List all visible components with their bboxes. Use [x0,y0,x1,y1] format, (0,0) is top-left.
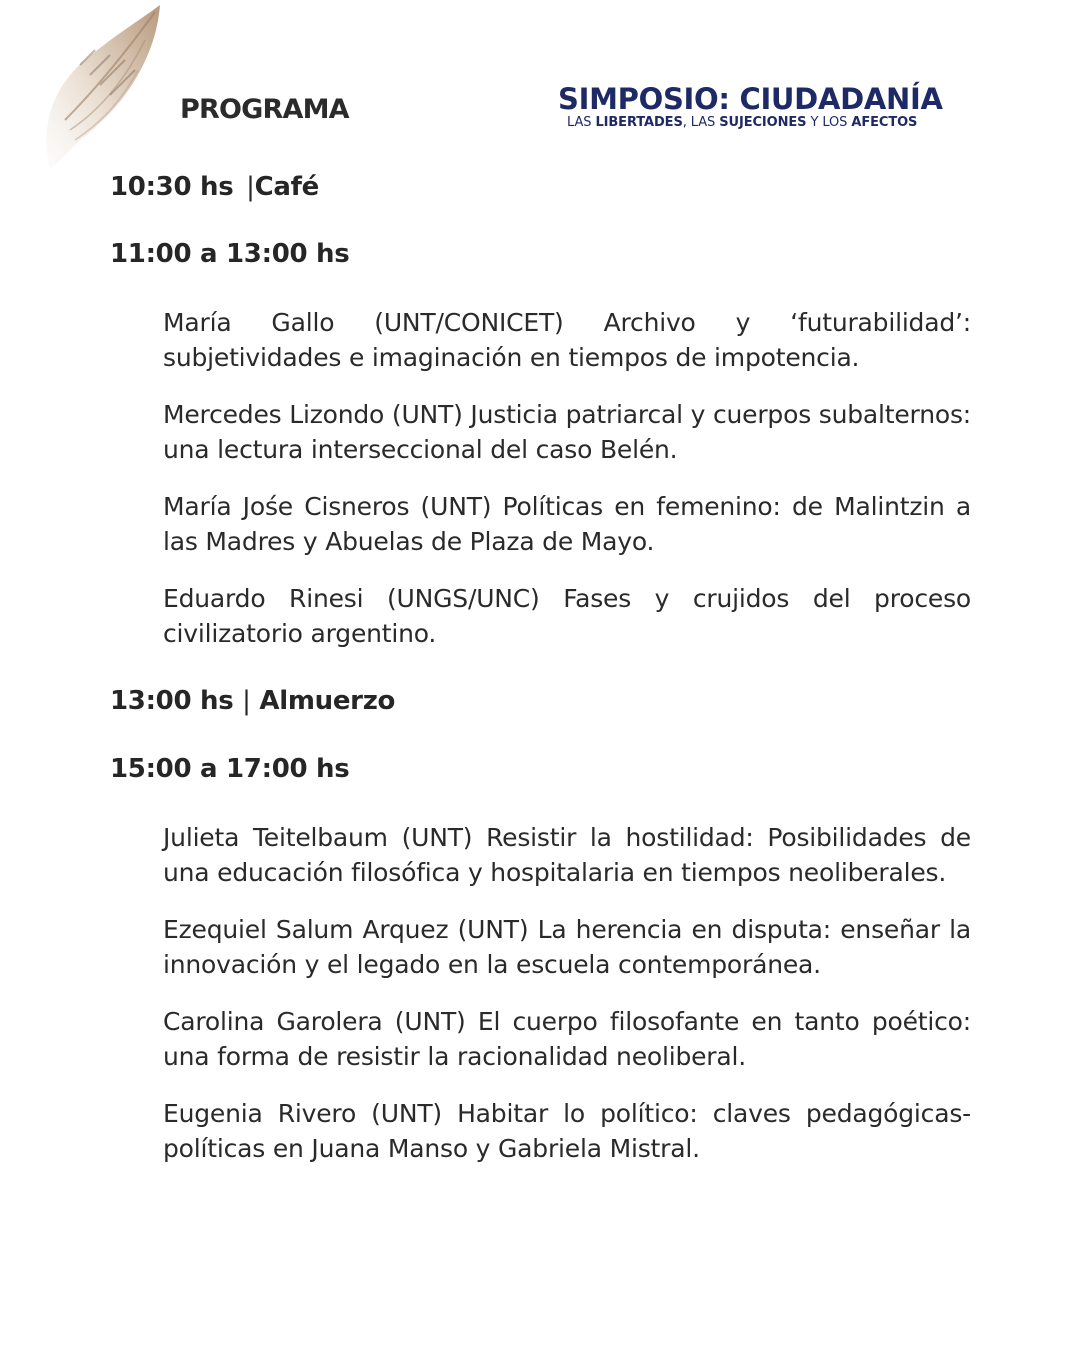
afternoon-slot-heading: 15:00 a 17:00 hs [110,754,350,784]
lunch-slot-heading [110,686,395,716]
event-title: SIMPOSIO: CIUDADANÍA [558,82,943,116]
talk-item: Carolina Garolera (UNT) El cuerpo filosofante en tanto poético: una forma de resistir la racionalidad neoliberal. [163,1007,971,1071]
afternoon-talk-list [163,820,971,1188]
coffee-slot-heading [110,172,319,202]
coffee-separator: | [246,172,255,202]
lunch-label: Almuerzo [259,686,396,716]
lunch-separator: | [242,686,251,716]
talk-item: María Gallo (UNT/CONICET) Archivo y ‘futurabilidad’: subjetividades e imaginación en tiempos de impotencia. [163,308,971,372]
talk-item: Mercedes Lizondo (UNT) Justicia patriarcal y cuerpos subalternos: una lectura interseccional del caso Belén. [163,400,971,464]
lunch-time: 13:00 hs [110,686,234,716]
talk-item: Julieta Teitelbaum (UNT) Resistir la hostilidad: Posibilidades de una educación filosófica y hospitalaria en tiempos neoliberales. [163,823,971,887]
talk-item: Eduardo Rinesi (UNGS/UNC) Fases y crujidos del proceso civilizatorio argentino. [163,584,971,648]
talk-item: María Jośe Cisneros (UNT) Políticas en femenino: de Malintzin a las Madres y Abuelas de Plaza de Mayo. [163,492,971,556]
talk-item: Ezequiel Salum Arquez (UNT) La herencia en disputa: enseñar la innovación y el legado en la escuela contemporánea. [163,915,971,979]
program-label: PROGRAMA [180,94,349,125]
event-title-block [558,82,948,130]
morning-talk-list [163,305,971,673]
event-subtitle: LAS LIBERTADES, LAS SUJECIONES Y LOS AFECTOS [567,115,918,130]
morning-slot-heading: 11:00 a 13:00 hs [110,239,350,269]
wing-icon [30,0,180,175]
coffee-time: 10:30 hs [110,172,234,202]
talk-item: Eugenia Rivero (UNT) Habitar lo político: claves pedagógicas-políticas en Juana Manso y Gabriela Mistral. [163,1099,971,1163]
coffee-label: Café [254,172,320,202]
